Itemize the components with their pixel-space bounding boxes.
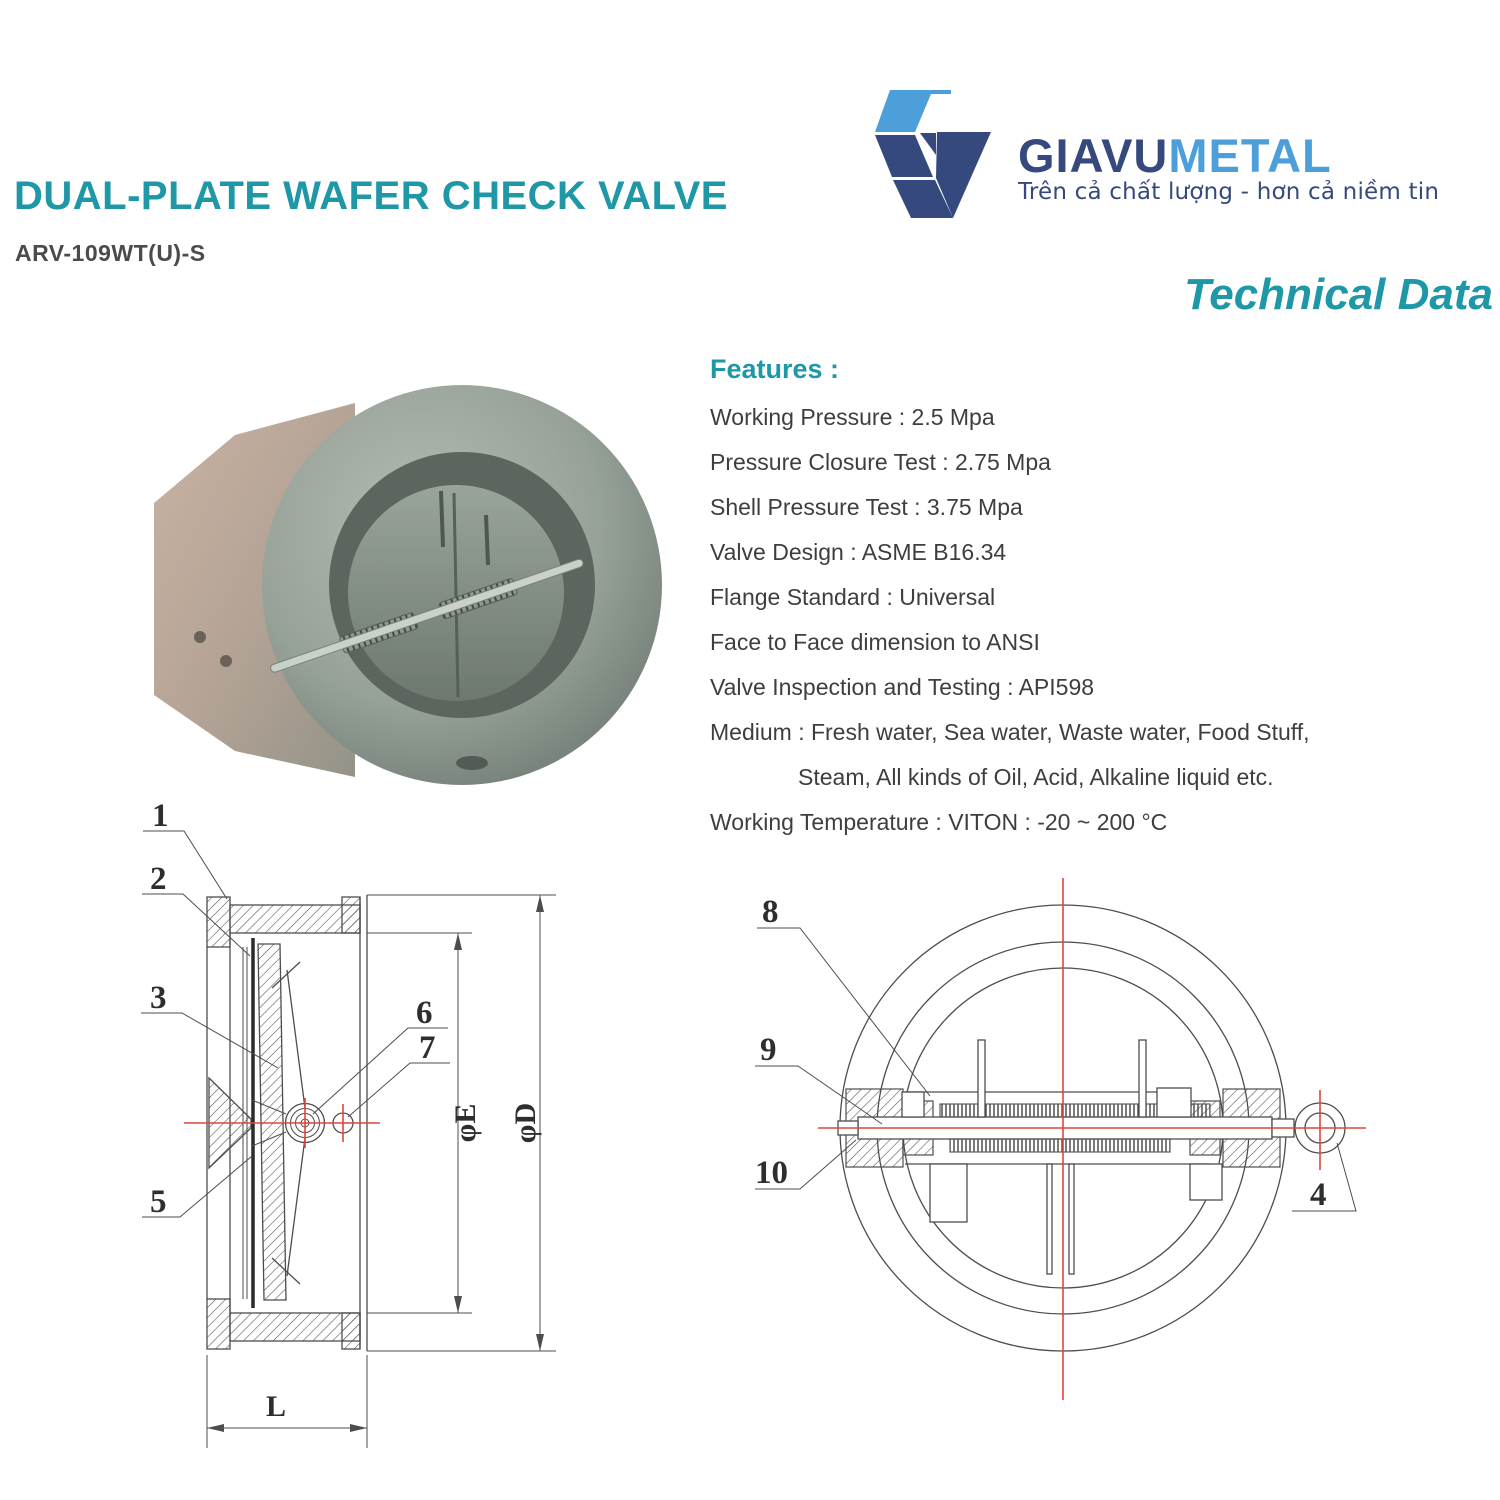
callout-5: 5 [150, 1184, 167, 1220]
callout-1: 1 [152, 798, 169, 834]
brand-name [1018, 128, 1332, 183]
feature-item: Face to Face dimension to ANSI [710, 629, 1040, 655]
product-photo [140, 365, 675, 805]
features-list [710, 395, 1500, 845]
feature-item: Valve Design : ASME B16.34 [710, 539, 1007, 565]
callout-6: 6 [416, 995, 433, 1031]
callout-3: 3 [150, 980, 167, 1016]
ring-face-hole [456, 756, 488, 770]
feature-item: Shell Pressure Test : 3.75 Mpa [710, 494, 1023, 520]
dim-label-phiD: φD [509, 1102, 542, 1144]
page-title: DUAL-PLATE WAFER CHECK VALVE [14, 174, 728, 218]
callout-9: 9 [760, 1032, 777, 1068]
callout-10: 10 [755, 1155, 788, 1191]
model-code: ARV-109WT(U)-S [15, 240, 206, 266]
shaft-assembly [838, 1040, 1294, 1274]
feature-item: Valve Inspection and Testing : API598 [710, 674, 1095, 700]
section-view-drawing [140, 795, 580, 1460]
feature-item: Pressure Closure Test : 2.75 Mpa [710, 449, 1051, 475]
callout-7: 7 [419, 1030, 436, 1066]
brand-name-secondary: METAL [1168, 129, 1332, 182]
stopper-pin-top [486, 515, 488, 565]
brand-logo [860, 80, 1440, 230]
feature-item: Working Pressure : 2.5 Mpa [710, 404, 995, 430]
brand-logo-icon [868, 85, 1003, 225]
features-section [710, 354, 1500, 845]
callout-2: 2 [150, 861, 167, 897]
feature-item: Medium : Fresh water, Sea water, Waste water, Food Stuff, [710, 719, 1310, 745]
lug-hole-2 [220, 655, 232, 667]
technical-data-heading: Technical Data [1184, 270, 1493, 319]
brand-tagline: Trên cả chất lượng - hơn cả niềm tin [1018, 179, 1440, 205]
front-view-drawing [755, 855, 1400, 1415]
dim-label-phiE: φE [449, 1103, 482, 1143]
hinge-pin-top [441, 491, 443, 547]
feature-item: Steam, All kinds of Oil, Acid, Alkaline liquid etc. [798, 764, 1274, 790]
lug-hole-1 [194, 631, 206, 643]
features-heading: Features : [710, 354, 840, 384]
callout-4: 4 [1310, 1177, 1327, 1213]
section-callouts [141, 798, 450, 1220]
dim-label-L: L [265, 1390, 287, 1423]
callout-8: 8 [762, 894, 779, 930]
brand-name-primary: GIAVU [1018, 129, 1169, 182]
feature-item: Working Temperature : VITON : -20 ~ 200 °C [710, 809, 1168, 835]
feature-item: Flange Standard : Universal [710, 584, 996, 610]
